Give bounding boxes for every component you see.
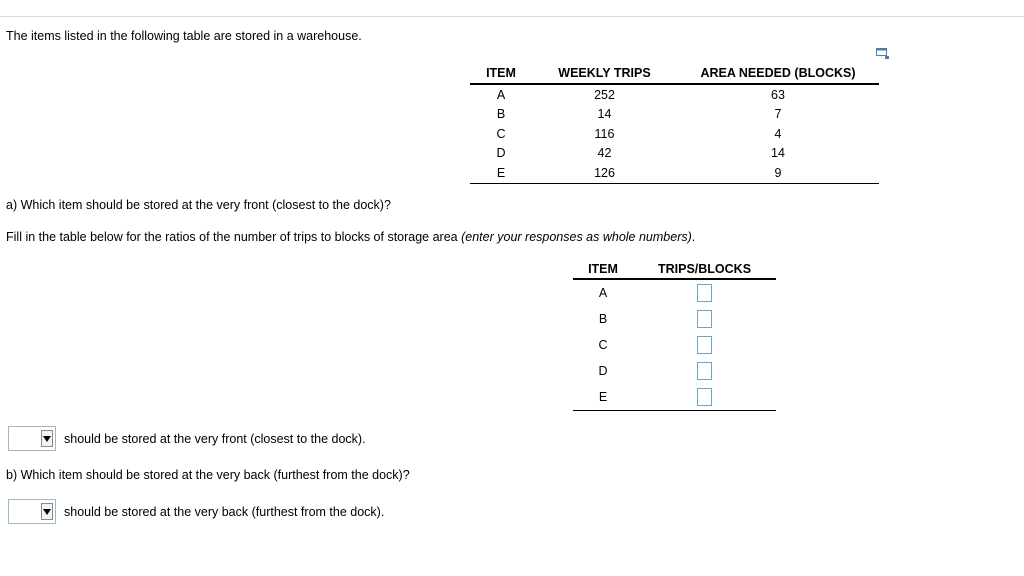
instruction-end: .: [691, 230, 696, 244]
ratio-item-cell: B: [598, 312, 608, 326]
instruction-emphasis: (enter your responses as whole numbers): [461, 230, 692, 244]
ratio-item-cell: D: [598, 364, 608, 378]
intro-text: The items listed in the following table are stored in a warehouse.: [6, 29, 362, 43]
area-cell: 63: [771, 87, 785, 102]
answer-a-text: should be stored at the very front (closest to the dock).: [64, 432, 366, 446]
area-cell: 7: [774, 107, 782, 122]
table-row: [470, 84, 879, 105]
item-cell: D: [496, 146, 506, 161]
table-row: [470, 105, 879, 125]
ratio-header-row: [573, 259, 776, 279]
table-row: [470, 144, 879, 164]
ratio-col-trips-blocks-header: TRIPS/BLOCKS: [633, 259, 776, 279]
answer-a-dropdown[interactable]: [8, 426, 56, 451]
area-cell: 9: [677, 163, 879, 183]
ratio-input-cell: [633, 384, 776, 411]
ratio-input-cell: [633, 279, 776, 306]
trips-cell: 42: [597, 146, 612, 161]
ratio-item-cell: A: [598, 286, 608, 300]
ratio-input-cell: [633, 358, 776, 384]
ratio-table: [573, 259, 776, 411]
ratio-input-cell: [633, 306, 776, 332]
question-b: b) Which item should be stored at the very back (furthest from the dock)?: [6, 468, 410, 482]
ratio-input-a[interactable]: [697, 284, 712, 302]
trips-cell: 116: [594, 126, 615, 141]
col-weekly-trips-header: WEEKLY TRIPS: [532, 62, 677, 84]
area-cell: 14: [771, 146, 785, 161]
table-row: [470, 163, 879, 183]
col-item-header: ITEM: [470, 62, 532, 84]
ratio-input-d[interactable]: [697, 362, 712, 380]
table-row: [470, 124, 879, 144]
instruction-main: Fill in the table below for the ratios of the number of trips to blocks of storage area: [6, 230, 462, 244]
question-a: a) Which item should be stored at the very front (closest to the dock)?: [6, 198, 391, 212]
trips-cell: 252: [594, 87, 615, 102]
ratio-item-cell: C: [598, 338, 608, 352]
ratio-input-e[interactable]: [697, 388, 712, 406]
top-divider: [0, 16, 1024, 17]
ratio-row: [573, 306, 776, 332]
dropdown-arrow-icon[interactable]: [41, 503, 53, 520]
area-cell: 4: [774, 126, 782, 141]
ratio-row: [573, 279, 776, 306]
answer-b-dropdown[interactable]: [8, 499, 56, 524]
ratio-item-cell: E: [573, 384, 633, 411]
ratio-row: [573, 358, 776, 384]
item-cell: C: [496, 126, 506, 141]
ratio-row: [573, 384, 776, 411]
warehouse-table: [470, 62, 879, 184]
ratio-input-c[interactable]: [697, 336, 712, 354]
ratio-col-item-header: ITEM: [573, 259, 633, 279]
item-cell: B: [496, 107, 506, 122]
ratio-input-cell: [633, 332, 776, 358]
instruction-text: [6, 230, 695, 244]
dropdown-arrow-icon[interactable]: [41, 430, 53, 447]
trips-cell: 126: [532, 163, 677, 183]
item-cell: E: [470, 163, 532, 183]
ratio-input-b[interactable]: [697, 310, 712, 328]
trips-cell: 14: [597, 107, 612, 122]
col-area-needed-header: AREA NEEDED (BLOCKS): [677, 62, 879, 84]
copy-table-icon[interactable]: [876, 48, 890, 60]
item-cell: A: [496, 87, 506, 102]
table-header-row: [470, 62, 879, 84]
answer-b-text: should be stored at the very back (furthest from the dock).: [64, 505, 385, 519]
ratio-row: [573, 332, 776, 358]
